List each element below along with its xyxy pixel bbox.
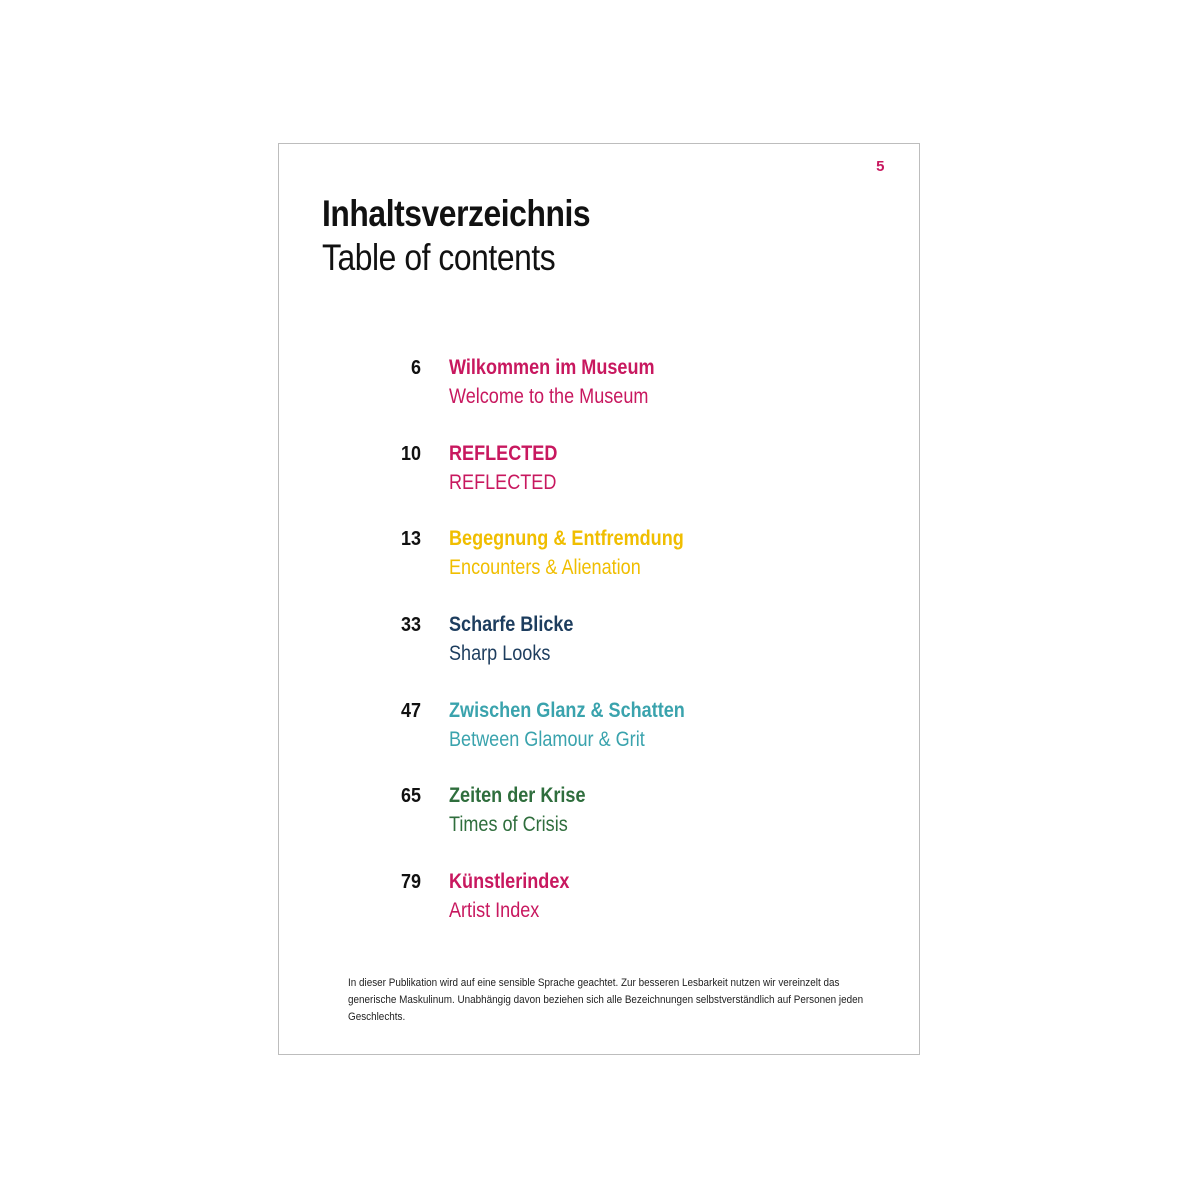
toc-subtitle: Sharp Looks [449, 642, 551, 666]
toc-entry[interactable] [279, 354, 919, 440]
toc-page-number: 79 [400, 871, 421, 894]
page-number: 5 [876, 158, 885, 175]
toc-title: Zwischen Glanz & Schatten [449, 698, 685, 722]
toc-page-number: 13 [400, 528, 421, 551]
toc-entry[interactable] [279, 440, 919, 526]
toc-page-number: 6 [410, 357, 421, 379]
toc-subtitle: Welcome to the Museum [449, 385, 649, 408]
toc-entry[interactable] [279, 525, 919, 611]
toc-text [449, 354, 688, 412]
toc-text [449, 697, 723, 755]
toc-entry[interactable] [279, 868, 919, 954]
toc-text [449, 782, 608, 840]
toc-page-number: 65 [400, 785, 421, 808]
toc-page-number: 33 [400, 614, 421, 637]
toc-subtitle: Encounters & Alienation [449, 556, 641, 580]
toc-title: Begegnung & Entfremdung [449, 527, 684, 551]
toc-page-number: 10 [400, 442, 421, 465]
toc-title: Wilkommen im Museum [449, 356, 655, 379]
toc-text [449, 525, 722, 583]
toc-text [449, 868, 589, 926]
toc-title: Zeiten der Krise [449, 784, 586, 808]
toc-subtitle: REFLECTED [449, 470, 557, 494]
footnote: In dieser Publikation wird auf eine sensible Sprache geachtet. Zur besseren Lesbarkeit nutzen wir vereinzelt das generische Maskulinum. Unabhängig davon beziehen sich alle Bezeichnungen selbstverständlich auf Personen jeden Geschlechts. [348, 977, 864, 1023]
toc-title: Scharfe Blicke [449, 613, 574, 637]
title-block [322, 192, 634, 280]
toc-entry[interactable] [279, 697, 919, 783]
toc-subtitle: Artist Index [449, 899, 540, 923]
toc-text [449, 611, 594, 669]
toc-page-number: 47 [400, 699, 421, 722]
toc-title: Künstlerindex [449, 870, 570, 894]
toc-subtitle: Times of Crisis [449, 813, 568, 837]
toc-subtitle: Between Glamour & Grit [449, 727, 645, 751]
page-title-english: Table of contents [322, 237, 556, 278]
document-page [278, 143, 920, 1055]
page-title-german: Inhaltsverzeichnis [322, 193, 591, 234]
toc-text [449, 440, 575, 498]
table-of-contents [279, 354, 919, 954]
toc-entry[interactable] [279, 611, 919, 697]
toc-title: REFLECTED [449, 441, 558, 465]
toc-entry[interactable] [279, 782, 919, 868]
